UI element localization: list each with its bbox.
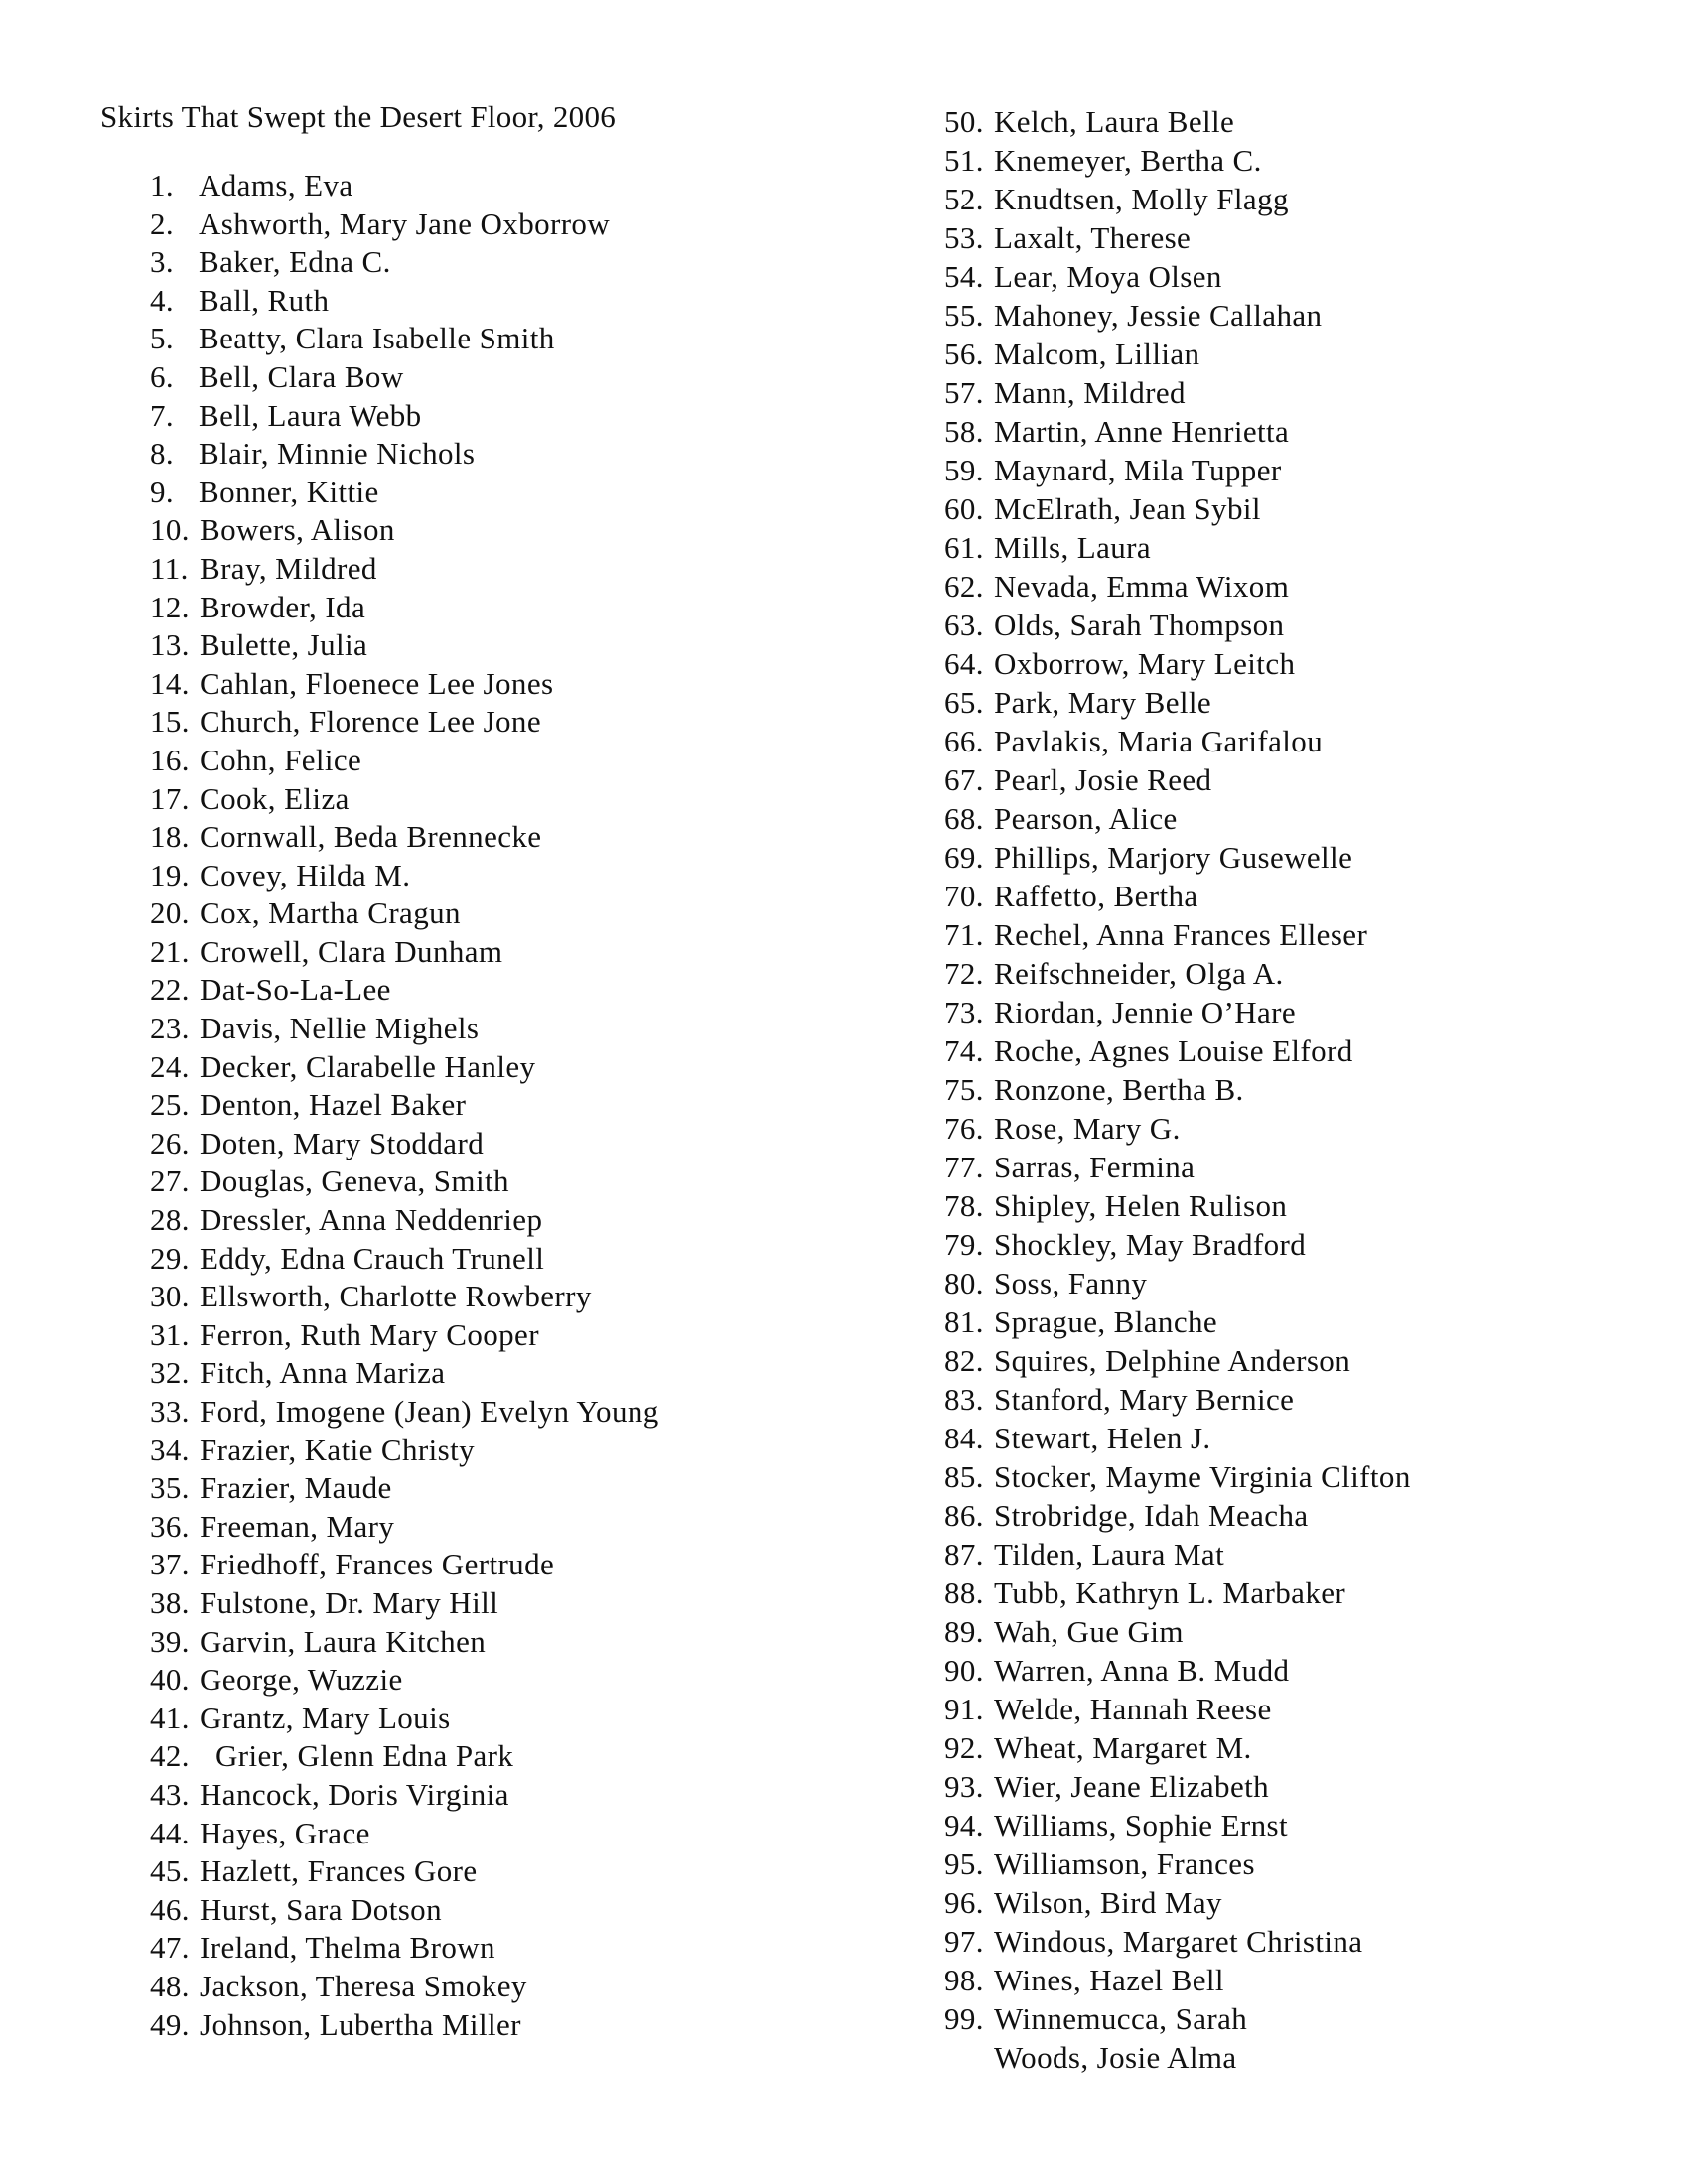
list-item-number: 8. [150,436,175,472]
list-item-name: Baker, Edna C. [199,244,391,280]
list-item-name: Eddy, Edna Crauch Trunell [200,1240,545,1276]
list-item-name: Cahlan, Floenece Lee Jones [200,665,554,701]
list-item-number: 46. [150,1891,190,1927]
list-item-name: Bell, Laura Webb [199,397,422,433]
list-item-name: Malcom, Lillian [994,337,1200,371]
list-item-name: Ireland, Thelma Brown [200,1930,495,1966]
list-item-number: 73. [944,995,984,1029]
list-item-name: Pearl, Josie Reed [994,762,1212,797]
list-item-number: 17. [150,780,190,816]
list-item-name: Freeman, Mary [200,1508,395,1544]
list-item-name: Hurst, Sara Dotson [200,1891,442,1927]
list-item-number: 76. [944,1111,984,1146]
list-item-number: 11. [150,550,189,586]
list-item-number: 29. [150,1240,190,1276]
list-item-name: Mann, Mildred [994,375,1186,410]
list-item-name: Wier, Jeane Elizabeth [994,1769,1270,1804]
list-item-name: Ferron, Ruth Mary Cooper [200,1316,539,1352]
list-item-name: Doten, Mary Stoddard [200,1125,485,1160]
list-item-number: 22. [150,972,190,1008]
list-item-number: 2. [150,205,175,241]
list-item-number: 43. [150,1776,190,1812]
list-item-name: Raffetto, Bertha [994,879,1198,913]
document-title: Skirts That Swept the Desert Floor, 2006 [100,99,617,134]
list-item-name: Wines, Hazel Bell [994,1963,1224,1997]
list-item-number: 67. [944,762,984,797]
list-item-name: Rechel, Anna Frances Elleser [994,917,1368,952]
list-item-name: Lear, Moya Olsen [994,259,1222,294]
list-item-name: Ronzone, Bertha B. [994,1072,1244,1107]
list-item-name: Williamson, Frances [994,1846,1255,1881]
list-item-name: McElrath, Jean Sybil [994,491,1261,526]
list-item-number: 52. [944,182,984,216]
list-item-number: 12. [150,589,190,624]
list-item-name: Beatty, Clara Isabelle Smith [199,321,555,356]
list-item-name: Pearson, Alice [994,801,1178,836]
list-item-number: 51. [944,143,984,178]
list-item-name: Maynard, Mila Tupper [994,453,1282,487]
list-item-name: Winnemucca, Sarah [994,2001,1248,2036]
list-item-number: 64. [944,646,984,681]
list-item-number: 88. [944,1575,984,1610]
list-item-number: 74. [944,1033,984,1068]
list-item-number: 36. [150,1508,190,1544]
list-item-name: Olds, Sarah Thompson [994,608,1285,642]
list-item-number: 70. [944,879,984,913]
list-item-name: Martin, Anne Henrietta [994,414,1290,449]
list-item-number: 95. [944,1846,984,1881]
list-item-number: 41. [150,1700,190,1735]
list-item-name: Covey, Hilda M. [200,857,411,892]
list-item-number: 55. [944,298,984,333]
list-item-name: Knudtsen, Molly Flagg [994,182,1289,216]
list-item-name: Cornwall, Beda Brennecke [200,819,542,855]
list-item-number: 37. [150,1547,190,1582]
list-item-number: 48. [150,1968,190,2003]
list-item-name: Fitch, Anna Mariza [200,1355,446,1391]
list-item-name: Stewart, Helen J. [994,1421,1211,1455]
list-item-number: 15. [150,704,190,740]
list-item-number: 50. [944,104,984,139]
list-item-name: Warren, Anna B. Mudd [994,1653,1290,1688]
list-item-number: 1. [150,168,175,203]
list-item-name: Wheat, Margaret M. [994,1730,1252,1765]
list-item-name: Rose, Mary G. [994,1111,1181,1146]
list-item-number: 75. [944,1072,984,1107]
list-item-name: Knemeyer, Bertha C. [994,143,1262,178]
list-item-name: Wilson, Bird May [994,1885,1222,1920]
list-item-number: 96. [944,1885,984,1920]
list-item-number: 49. [150,2006,190,2042]
list-item-name: Adams, Eva [199,168,353,203]
list-item-number: 69. [944,840,984,875]
list-item-number: 72. [944,956,984,991]
list-item-number: 60. [944,491,984,526]
list-item-name: Mills, Laura [994,530,1152,565]
list-item-number: 97. [944,1924,984,1959]
list-item-number: 16. [150,742,190,777]
list-item-name: Kelch, Laura Belle [994,104,1235,139]
list-item-number: 34. [150,1432,190,1467]
list-item-number: 54. [944,259,984,294]
list-item-number: 91. [944,1692,984,1726]
list-item-number: 21. [150,933,190,969]
list-item-number: 47. [150,1930,190,1966]
list-item-name: Davis, Nellie Mighels [200,1011,480,1046]
list-item-name: Sprague, Blanche [994,1304,1218,1339]
list-item-number: 35. [150,1470,190,1506]
list-item-number: 3. [150,244,175,280]
list-item-number: 7. [150,397,175,433]
list-item-name: Tilden, Laura Mat [994,1537,1225,1571]
list-item-name: George, Wuzzie [200,1662,403,1698]
list-item-name: Blair, Minnie Nichols [199,436,476,472]
list-item-name: Bowers, Alison [200,512,395,548]
list-item-number: 84. [944,1421,984,1455]
list-item-name: Hazlett, Frances Gore [200,1853,478,1889]
list-item-name: Nevada, Emma Wixom [994,569,1290,604]
list-item-name: Riordan, Jennie O’Hare [994,995,1297,1029]
list-item-name: Decker, Clarabelle Hanley [200,1048,536,1084]
list-item-name: Pavlakis, Maria Garifalou [994,724,1324,758]
list-item-name: Reifschneider, Olga A. [994,956,1284,991]
list-item-name: Strobridge, Idah Meacha [994,1498,1309,1533]
list-item-number: 87. [944,1537,984,1571]
list-item-number: 85. [944,1459,984,1494]
list-item-name: Bonner, Kittie [199,474,379,509]
list-item-number: 31. [150,1316,190,1352]
list-item-name: Cox, Martha Cragun [200,895,461,931]
list-item-name: Bray, Mildred [200,550,377,586]
list-item-name: Squires, Delphine Anderson [994,1343,1351,1378]
list-item-number: 23. [150,1011,190,1046]
list-item-name: Johnson, Lubertha Miller [200,2006,521,2042]
list-item-name: Hancock, Doris Virginia [200,1776,509,1812]
list-item-name: Williams, Sophie Ernst [994,1808,1289,1843]
list-item-name: Laxalt, Therese [994,220,1192,255]
list-item-number: 98. [944,1963,984,1997]
list-item-name: Windous, Margaret Christina [994,1924,1363,1959]
list-item-name: Phillips, Marjory Gusewelle [994,840,1353,875]
list-item-name: Sarras, Fermina [994,1150,1196,1184]
list-item-name: Welde, Hannah Reese [994,1692,1272,1726]
list-item-name: Douglas, Geneva, Smith [200,1163,509,1199]
list-item-number: 18. [150,819,190,855]
list-item-number: 66. [944,724,984,758]
list-item-number: 28. [150,1202,190,1238]
list-item-name: Grantz, Mary Louis [200,1700,451,1735]
list-item-number: 25. [150,1087,190,1123]
list-item-name: Ball, Ruth [199,282,330,318]
list-item-name: Frazier, Maude [200,1470,392,1506]
list-item-name: Fulstone, Dr. Mary Hill [200,1584,499,1620]
list-item-number: 92. [944,1730,984,1765]
list-item-number: 57. [944,375,984,410]
list-item-number: 9. [150,474,175,509]
list-item-number: 89. [944,1614,984,1649]
list-item-number: 63. [944,608,984,642]
list-item-number: 71. [944,917,984,952]
list-item-number: 33. [150,1394,190,1429]
list-item-number: 40. [150,1662,190,1698]
list-item-name: Hayes, Grace [200,1815,370,1850]
list-item-number: 13. [150,627,190,663]
list-item-number: 14. [150,665,190,701]
list-item-number: 6. [150,358,175,394]
list-item-number: 24. [150,1048,190,1084]
list-item-name: Stanford, Mary Bernice [994,1382,1295,1417]
list-item-number: 26. [150,1125,190,1160]
list-item-number: 77. [944,1150,984,1184]
list-item-name: Church, Florence Lee Jone [200,704,541,740]
list-item-number: 30. [150,1279,190,1314]
list-item-name: Tubb, Kathryn L. Marbaker [994,1575,1346,1610]
list-item-number: 86. [944,1498,984,1533]
list-item-number: 59. [944,453,984,487]
list-item-name: Dressler, Anna Neddenriep [200,1202,543,1238]
list-item-number: 4. [150,282,175,318]
list-item-number: 93. [944,1769,984,1804]
list-item-name: Friedhoff, Frances Gertrude [200,1547,555,1582]
list-item-number: 62. [944,569,984,604]
list-item-number: 32. [150,1355,190,1391]
list-item-name: Bell, Clara Bow [199,358,404,394]
list-item-number: 68. [944,801,984,836]
list-item-name: Park, Mary Belle [994,685,1212,720]
list-item-number: 90. [944,1653,984,1688]
list-item-number: 53. [944,220,984,255]
list-item-number: 65. [944,685,984,720]
list-item-name: Jackson, Theresa Smokey [200,1968,527,2003]
list-item-name: Stocker, Mayme Virginia Clifton [994,1459,1411,1494]
list-item-name: Dat-So-La-Lee [200,972,391,1008]
list-item-name: Ellsworth, Charlotte Rowberry [200,1279,592,1314]
list-item-name: Woods, Josie Alma [994,2040,1237,2075]
list-item-number: 19. [150,857,190,892]
list-item-name: Shockley, May Bradford [994,1227,1307,1262]
list-item-number: 20. [150,895,190,931]
list-item-name: Garvin, Laura Kitchen [200,1623,487,1659]
list-item-number: 38. [150,1584,190,1620]
list-item-name: Soss, Fanny [994,1266,1148,1300]
list-item-name: Ford, Imogene (Jean) Evelyn Young [200,1394,659,1429]
list-item-number: 61. [944,530,984,565]
list-item-number: 39. [150,1623,190,1659]
list-item-number: 5. [150,321,175,356]
list-item-name: Mahoney, Jessie Callahan [994,298,1323,333]
list-item-number: 81. [944,1304,984,1339]
list-item-number: 79. [944,1227,984,1262]
list-item-number: 78. [944,1188,984,1223]
list-item-number: 44. [150,1815,190,1850]
list-item-name: Bulette, Julia [200,627,368,663]
list-item-name: Wah, Gue Gim [994,1614,1184,1649]
list-item-number: 10. [150,512,190,548]
list-item-number: 99. [944,2001,984,2036]
list-item-number: 83. [944,1382,984,1417]
list-item-name: Cohn, Felice [200,742,362,777]
list-item-number: 45. [150,1853,190,1889]
list-item-number: 94. [944,1808,984,1843]
list-item-name: Crowell, Clara Dunham [200,933,503,969]
list-item-number: 80. [944,1266,984,1300]
list-item-name: Frazier, Katie Christy [200,1432,476,1467]
list-item-number: 56. [944,337,984,371]
list-item-name: Denton, Hazel Baker [200,1087,467,1123]
list-item-name: Oxborrow, Mary Leitch [994,646,1296,681]
list-item-name: Browder, Ida [200,589,366,624]
list-item-number: 82. [944,1343,984,1378]
list-item-name: Roche, Agnes Louise Elford [994,1033,1353,1068]
list-item-name: Cook, Eliza [200,780,350,816]
list-item-name: Ashworth, Mary Jane Oxborrow [199,205,611,241]
list-item-name: Grier, Glenn Edna Park [215,1738,514,1774]
list-item-number: 27. [150,1163,190,1199]
list-item-name: Shipley, Helen Rulison [994,1188,1288,1223]
list-item-number: 42. [150,1738,190,1774]
list-item-number: 58. [944,414,984,449]
